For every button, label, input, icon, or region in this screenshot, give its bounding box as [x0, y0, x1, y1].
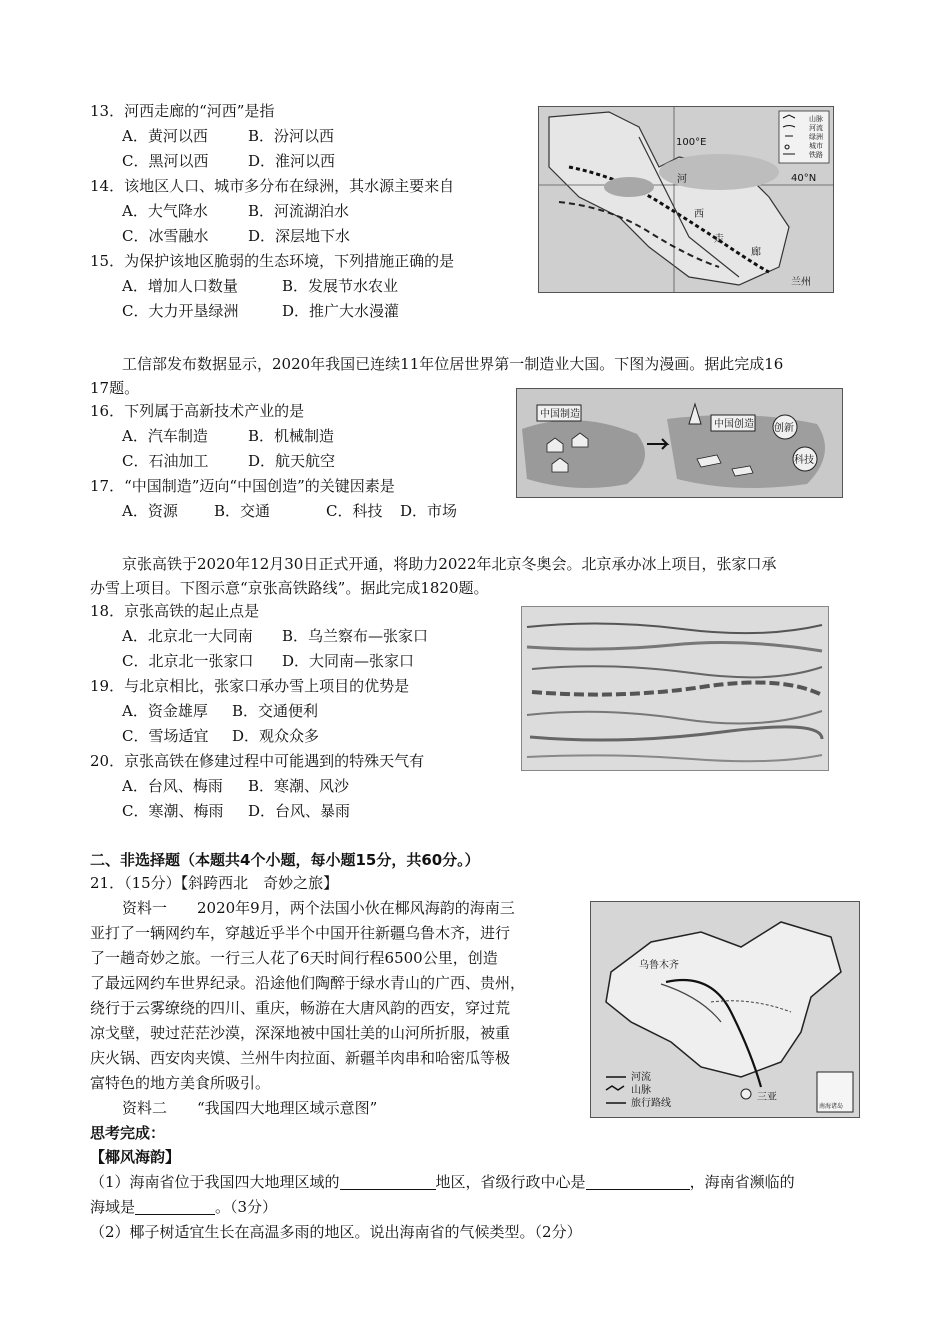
longitude-label: 100°E — [676, 137, 707, 148]
sign-made-in-china: 中国制造 — [540, 409, 580, 420]
q19-option-a: A．资金雄厚 — [122, 702, 208, 720]
corridor-char-1: 河 — [677, 174, 687, 185]
q19-stem: 19．与北京相比，张家口承办雪上项目的优势是 — [90, 677, 410, 695]
q20-option-b: B．寒潮、风沙 — [248, 777, 350, 795]
legend-mountain: 山脉 — [809, 115, 823, 123]
q14-option-b: B．河流湖泊水 — [248, 202, 350, 220]
q18-option-d: D．大同南—张家口 — [282, 652, 415, 670]
q14-stem: 14．该地区人口、城市多分布在绿洲，其水源主要来自 — [90, 177, 455, 195]
q13-option-a: A．黄河以西 — [122, 127, 208, 145]
material1-line6: 凉戈壁，驶过茫茫沙漠，深深地被中国壮美的山河所折服，被重 — [90, 1024, 511, 1042]
q14-option-d: D．深层地下水 — [248, 227, 351, 245]
q13-stem: 13．河西走廊的“河西”是指 — [90, 102, 275, 120]
answer-blank-capital[interactable] — [586, 1173, 690, 1190]
sub-question-1-part-d: 海域是 — [90, 1198, 136, 1216]
sub-question-1-line2 — [90, 1197, 277, 1217]
city-label-sanya: 三亚 — [757, 1092, 777, 1103]
section-c-intro-line1: 京张高铁于2020年12月30日正式开通，将助力2022年北京冬奥会。北京承办冰上项目，张家口承 — [122, 555, 777, 573]
q20-option-c: C．寒潮、梅雨 — [122, 802, 224, 820]
q16-stem: 16．下列属于高新技术产业的是 — [90, 402, 305, 420]
q16-option-a: A．汽车制造 — [122, 427, 208, 445]
sub-question-1-line1 — [90, 1172, 795, 1192]
q13-option-d: D．淮河以西 — [248, 152, 336, 170]
q15-stem: 15．为保护该地区脆弱的生态环境，下列措施正确的是 — [90, 252, 455, 270]
section-b-intro-line1: 工信部发布数据显示，2020年我国已连续11年位居世界第一制造业大国。下图为漫画。据此完成16 — [122, 355, 784, 373]
think-heading: 思考完成： — [90, 1124, 166, 1142]
material1-line3: 了一趟奇妙之旅。一行三人花了6天时间行程6500公里，创造 — [90, 949, 498, 967]
sub-question-1-part-b: 地区，省级行政中心是 — [435, 1173, 586, 1191]
inset-label-south-china-sea: 南海诸岛 — [819, 1103, 844, 1110]
q19-option-d: D．观众众多 — [232, 727, 320, 745]
city-label-lanzhou: 兰州 — [791, 277, 811, 288]
q21-title: 21．（15分）【斜跨西北 奇妙之旅】 — [90, 874, 339, 892]
material1-line5: 绕行于云雾缭绕的四川、重庆，畅游在大唐风韵的西安，穿过荒 — [90, 999, 511, 1017]
sub-heading: 【椰风海韵】 — [90, 1148, 181, 1166]
q18-option-a: A．北京北一大同南 — [122, 627, 253, 645]
material1-line1: 资料一 2020年9月，两个法国小伙在椰风海韵的海南三 — [122, 899, 515, 917]
material1-line2: 亚打了一辆网约车，穿越近乎半个中国开往新疆乌鲁木齐，进行 — [90, 924, 511, 942]
sub-question-1-part-e: 。（3分） — [215, 1198, 278, 1216]
q15-option-c: C．大力开垦绿洲 — [122, 302, 239, 320]
q17-option-d: D．市场 — [400, 502, 458, 520]
tag-technology: 科技 — [794, 455, 814, 466]
material1-line8: 富特色的地方美食所吸引。 — [90, 1074, 271, 1092]
material2-caption: 资料二 “我国四大地理区域示意图” — [122, 1099, 378, 1117]
answer-blank-region[interactable] — [340, 1173, 436, 1190]
q20-stem: 20．京张高铁在修建过程中可能遇到的特殊天气有 — [90, 752, 425, 770]
beijing-zhangjiakou-route-figure — [521, 606, 829, 771]
hexi-corridor-map — [538, 106, 834, 293]
sub-question-1-part-c: ，海南省濒临的 — [689, 1173, 795, 1191]
q19-option-b: B．交通便利 — [232, 702, 319, 720]
q20-option-a: A．台风、梅雨 — [122, 777, 223, 795]
answer-blank-sea[interactable] — [135, 1198, 215, 1215]
q19-option-c: C．雪场适宜 — [122, 727, 209, 745]
q16-option-d: D．航天航空 — [248, 452, 336, 470]
made-in-china-cartoon — [516, 388, 843, 498]
q17-stem: 17．“中国制造”迈向“中国创造”的关键因素是 — [90, 477, 395, 495]
sub-question-1-part-a: （1）海南省位于我国四大地理区域的 — [90, 1173, 340, 1191]
section-c-intro-line2: 办雪上项目。下图示意“京张高铁路线”。据此完成1820题。 — [90, 579, 489, 597]
latitude-label: 40°N — [791, 173, 817, 184]
legend-railway: 铁路 — [809, 151, 823, 159]
section-b-intro-line2: 17题。 — [90, 379, 140, 397]
china-regions-map — [590, 901, 860, 1118]
legend-river: 河流 — [809, 124, 823, 132]
q18-stem: 18．京张高铁的起止点是 — [90, 602, 260, 620]
legend-mountain-label: 山脉 — [631, 1085, 651, 1096]
section-two-heading: 二、非选择题（本题共4个小题，每小题15分，共60分。） — [90, 851, 480, 869]
q16-option-c: C．石油加工 — [122, 452, 209, 470]
q18-option-b: B．乌兰察布—张家口 — [282, 627, 429, 645]
city-label-urumqi: 乌鲁木齐 — [639, 960, 679, 971]
q16-option-b: B．机械制造 — [248, 427, 335, 445]
legend-river-label: 河流 — [631, 1072, 651, 1083]
q14-option-c: C．冰雪融水 — [122, 227, 209, 245]
q14-option-a: A．大气降水 — [122, 202, 208, 220]
q15-option-a: A．增加人口数量 — [122, 277, 238, 295]
corridor-char-3: 走 — [714, 234, 724, 245]
legend-oasis: 绿洲 — [809, 133, 823, 141]
corridor-char-4: 廊 — [751, 247, 761, 258]
material1-line4: 了最远网约车世界纪录。沿途他们陶醉于绿水青山的广西、贵州， — [90, 974, 526, 992]
q18-option-c: C．北京北一张家口 — [122, 652, 254, 670]
q17-option-a: A．资源 — [122, 502, 178, 520]
sign-created-in-china: 中国创造 — [714, 419, 754, 430]
tag-innovation: 创新 — [774, 423, 794, 434]
corridor-char-2: 西 — [694, 209, 704, 220]
q17-option-b: B．交通 — [214, 502, 271, 520]
legend-route-label: 旅行路线 — [631, 1098, 671, 1109]
q15-option-b: B．发展节水农业 — [282, 277, 399, 295]
legend-city: 城市 — [809, 142, 823, 150]
q13-option-b: B．汾河以西 — [248, 127, 335, 145]
material1-line7: 庆火锅、西安肉夹馍、兰州牛肉拉面、新疆羊肉串和哈密瓜等极 — [90, 1049, 511, 1067]
q17-option-c: C．科技 — [326, 502, 383, 520]
sub-question-2: （2）椰子树适宜生长在高温多雨的地区。说出海南省的气候类型。（2分） — [90, 1223, 582, 1241]
q20-option-d: D．台风、暴雨 — [248, 802, 351, 820]
q13-option-c: C．黑河以西 — [122, 152, 209, 170]
q15-option-d: D．推广大水漫灌 — [282, 302, 400, 320]
